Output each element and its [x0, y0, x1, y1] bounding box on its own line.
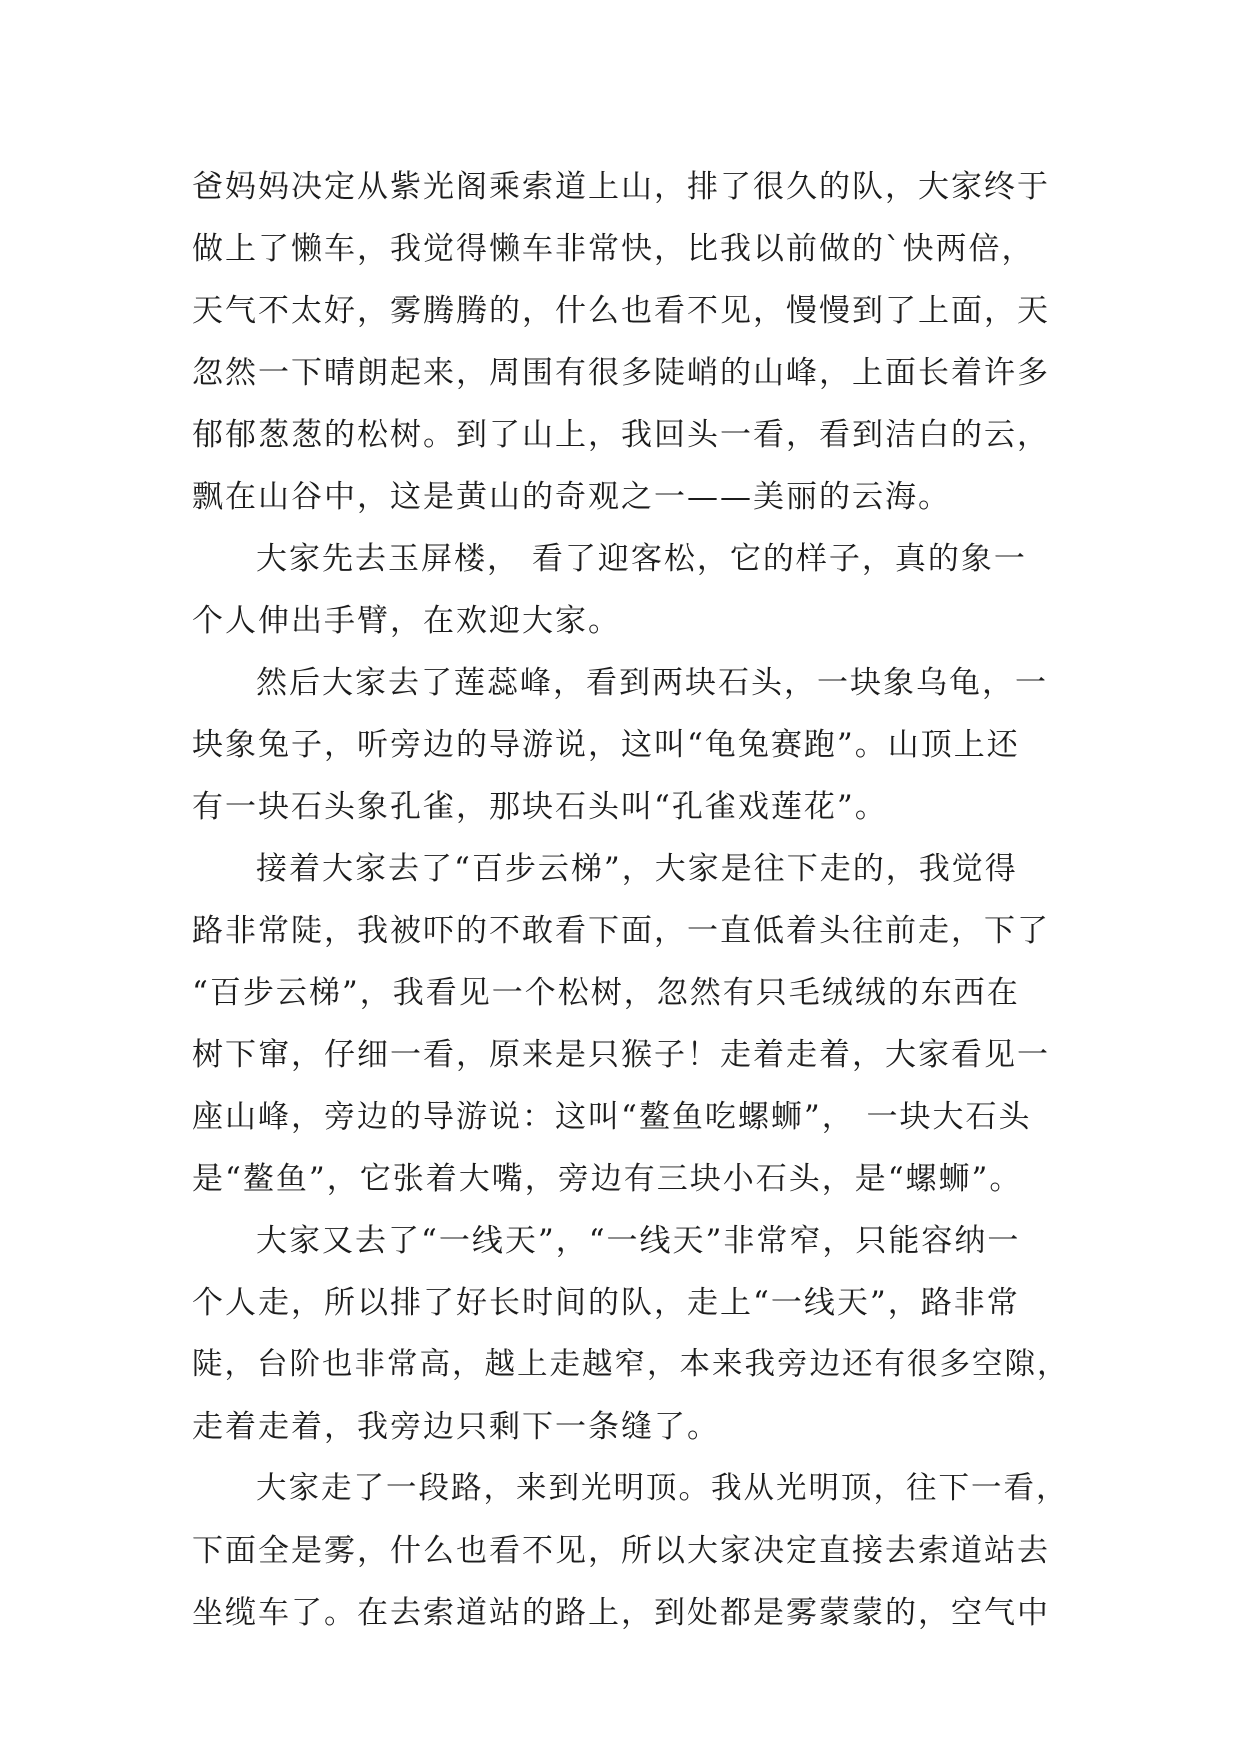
text-line: 接着大家去了“百步云梯”，大家是往下走的，我觉得	[256, 851, 1018, 887]
text-line: 天气不太好，雾腾腾的，什么也看不见，慢慢到了上面，天	[192, 293, 1050, 329]
text-line: “百步云梯”，我看见一个松树，忽然有只毛绒绒的东西在	[192, 975, 1020, 1011]
text-line: 下面全是雾，什么也看不见，所以大家决定直接去索道站去	[192, 1533, 1050, 1569]
text-line: 树下窜，仔细一看，原来是只猴子！走着走着，大家看见一	[192, 1037, 1050, 1073]
text-line: 有一块石头象孔雀，那块石头叫“孔雀戏莲花”。	[192, 789, 888, 825]
text-line: 是“鳌鱼”，它张着大嘴，旁边有三块小石头，是“螺蛳”。	[192, 1161, 1023, 1197]
text-line: 然后大家去了莲蕊峰，看到两块石头，一块象乌龟，一	[256, 665, 1048, 701]
text-line: 坐缆车了。在去索道站的路上，到处都是雾蒙蒙的，空气中	[192, 1595, 1050, 1631]
document-body	[192, 156, 1072, 1644]
text-line: 个人伸出手臂，在欢迎大家。	[192, 603, 621, 639]
text-line: 忽然一下晴朗起来，周围有很多陡峭的山峰，上面长着许多	[192, 355, 1050, 391]
text-line: 座山峰，旁边的导游说：这叫“鳌鱼吃螺蛳”， 一块大石头	[192, 1099, 1032, 1135]
text-line: 爸妈妈决定从紫光阁乘索道上山，排了很久的队，大家终于	[192, 169, 1050, 205]
text-line: 个人走，所以排了好长时间的队，走上“一线天”，路非常	[192, 1285, 1020, 1321]
text-line: 飘在山谷中，这是黄山的奇观之一——美丽的云海。	[192, 479, 951, 515]
text-line: 大家先去玉屏楼， 看了迎客松，它的样子，真的象一	[256, 541, 1027, 577]
text-line: 走着走着，我旁边只剩下一条缝了。	[192, 1409, 720, 1445]
text-line: 陡，台阶也非常高，越上走越窄，本来我旁边还有很多空隙，	[192, 1347, 1070, 1382]
text-line: 大家又去了“一线天”，“一线天”非常窄，只能容纳一	[256, 1223, 1021, 1259]
text-line: 块象兔子，听旁边的导游说，这叫“龟兔赛跑”。山顶上还	[192, 727, 1020, 763]
text-line: 路非常陡，我被吓的不敢看下面，一直低着头往前走，下了	[192, 913, 1050, 949]
text-line: 做上了懒车，我觉得懒车非常快，比我以前做的`快两倍，	[192, 231, 1035, 267]
text-line: 郁郁葱葱的松树。到了山上，我回头一看，看到洁白的云，	[192, 417, 1050, 453]
text-line: 大家走了一段路，来到光明顶。我从光明顶，往下一看，	[256, 1471, 1069, 1506]
